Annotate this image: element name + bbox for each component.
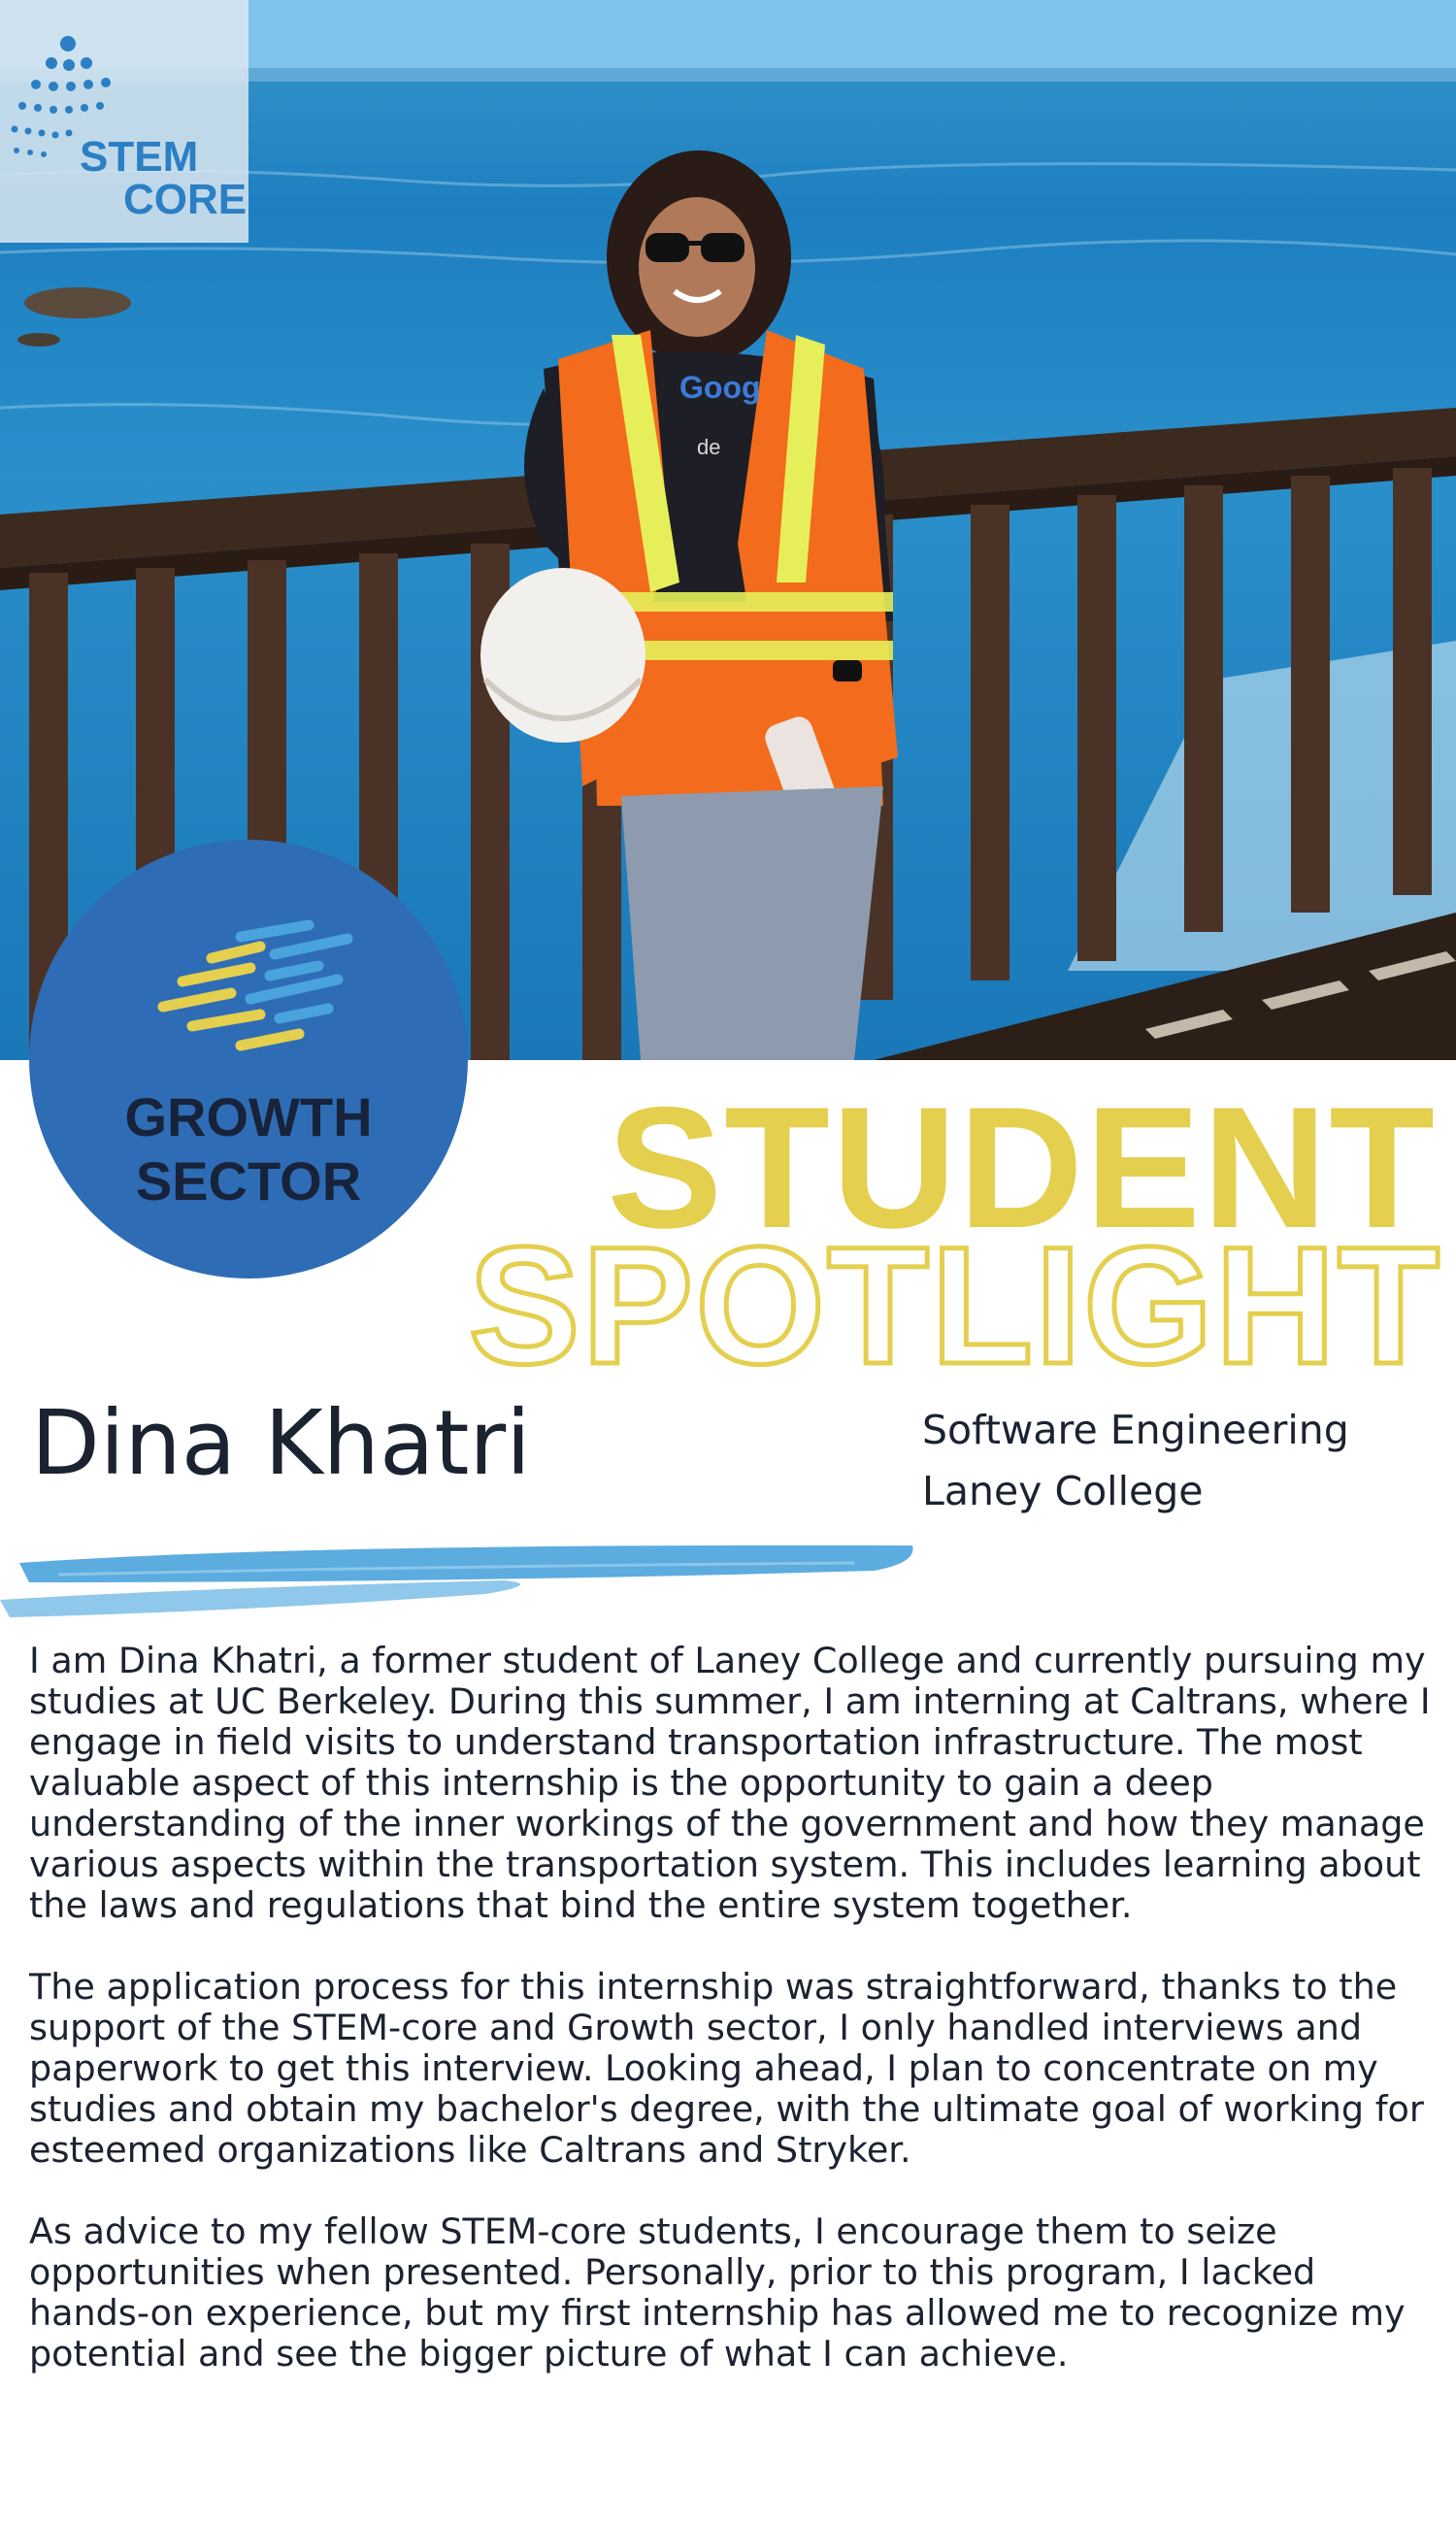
bio-paragraph: I am Dina Khatri, a former student of Laney College and currently pursuing my studies at UC Berkeley. During this summer, I am interning at Caltrans, where I engage in field visits to understand transportation infrastructure. The most valuable aspect of this internship is the opportunity to gain a deep understanding of the inner workings of the government and how they manage various aspects within the transportation system. This includes learning about the laws and regulations that bind the entire system together. [29,1640,1431,1926]
stem-core-logo [0,0,248,243]
bio-paragraph: As advice to my fellow STEM-core students, I encourage them to seize opportunities when presented. Personally, prior to this program, I lacked hands-on experience, but my first internship has allowed me to recognize my potential and see the bigger picture of what I can achieve. [29,2210,1406,2375]
heading-student: STUDENT [607,1071,1437,1264]
student-program [922,1400,1349,1522]
shirt-text-2: de [697,435,721,459]
growth-logo-text [29,1085,468,1213]
shirt-text: Goog [679,370,761,405]
rock [17,333,60,347]
heading-spotlight: SPOTLIGHT [468,1213,1441,1399]
growth-sector-logo [29,840,468,1279]
rock [24,287,131,318]
student-bio [29,1641,1437,2415]
stem-logo-line1: STEM [80,133,199,181]
stem-logo-text [80,133,248,223]
student-college: Laney College [922,1468,1204,1514]
stem-logo-line2: CORE [123,176,248,223]
person [480,150,898,1060]
student-major: Software Engineering [922,1407,1349,1453]
student-name: Dina Khatri [31,1391,531,1495]
growth-stripes-icon [153,917,386,1063]
bio-paragraph: The application process for this internship was straightforward, thanks to the support of the STEM-core and Growth sector, I only handled interviews and paperwork to get this interview. Looking ahead, I plan to concentrate on my studies and obtain my bachelor's degree, with the ultimate goal of working for esteemed organizations like Caltrans and Stryker. [29,1966,1424,2171]
growth-logo-line1: GROWTH [124,1086,373,1147]
brush-stroke [0,1524,932,1631]
growth-logo-line2: SECTOR [135,1150,362,1212]
